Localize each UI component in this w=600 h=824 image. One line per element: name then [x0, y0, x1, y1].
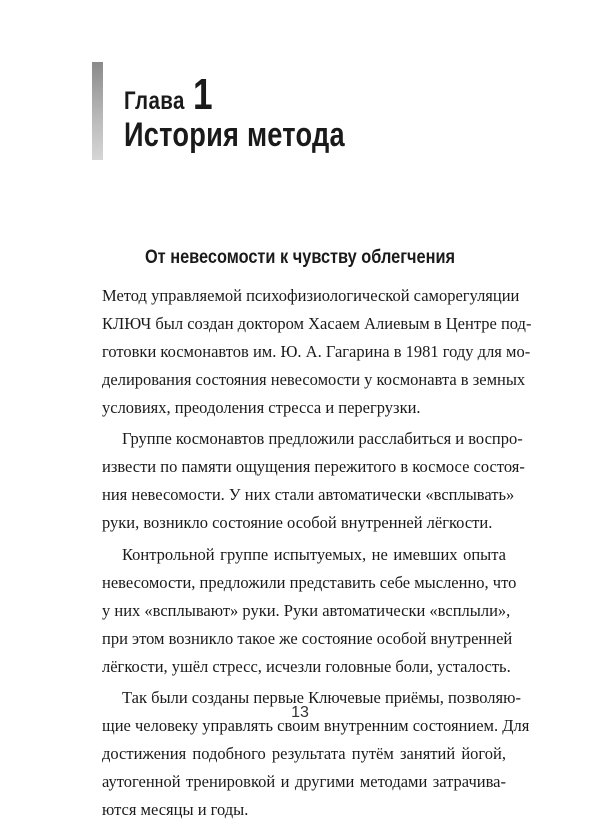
text-line: лёгкости, ушёл стресс, исчезли головные боли, усталость.: [102, 656, 511, 676]
text-line: Группе космонавтов предложили расслабиться и воспро-: [122, 429, 523, 449]
text-line: щие человеку управлять своим внутренним состоянием. Для: [102, 716, 530, 736]
chapter-number: 1: [192, 70, 213, 119]
chapter-title: История метода: [124, 116, 345, 154]
text-line: достижения подобного результата путём занятий йогой,: [102, 744, 506, 764]
chapter-word: Глава: [124, 87, 185, 115]
text-line: Метод управляемой психофизиологической саморегуляции: [102, 286, 520, 305]
text-line: Так были созданы первые Ключевые приёмы, позволяю-: [122, 688, 521, 708]
text-line: невесомости, предложили представить себе мысленно, что: [102, 572, 517, 592]
text-line: Контрольной группе испытуемых, не имевших опыта: [122, 545, 506, 565]
text-line: условиях, преодоления стресса и перегрузки.: [102, 397, 421, 417]
chapter-label: [124, 70, 217, 120]
body-text: [102, 282, 532, 824]
text-line: ются месяцы и годы.: [102, 800, 249, 820]
text-line: ния невесомости. У них стали автоматически «всплывать»: [102, 485, 515, 505]
chapter-accent-bar: [92, 62, 103, 160]
page-number: 13: [291, 704, 309, 721]
text-line: делирования состояния невесомости у космонавта в земных: [102, 369, 526, 389]
section-heading: От невесомости к чувству облегчения: [144, 247, 456, 268]
text-line: при этом возникло такое же состояние особой внутренней: [102, 628, 513, 648]
text-line: аутогенной тренировкой и другими методами затрачива-: [102, 772, 506, 792]
text-line: готовки космонавтов им. Ю. А. Гагарина в 1981 году для мо-: [102, 341, 531, 361]
text-line: руки, возникло состояние особой внутренней лёгкости.: [102, 513, 493, 533]
text-line: извести по памяти ощущения пережитого в космосе состоя-: [102, 457, 525, 477]
text-line: у них «всплывают» руки. Руки автоматически «всплыли»,: [102, 600, 511, 620]
text-line: КЛЮЧ был создан доктором Хасаем Алиевым в Центре под-: [102, 313, 532, 333]
